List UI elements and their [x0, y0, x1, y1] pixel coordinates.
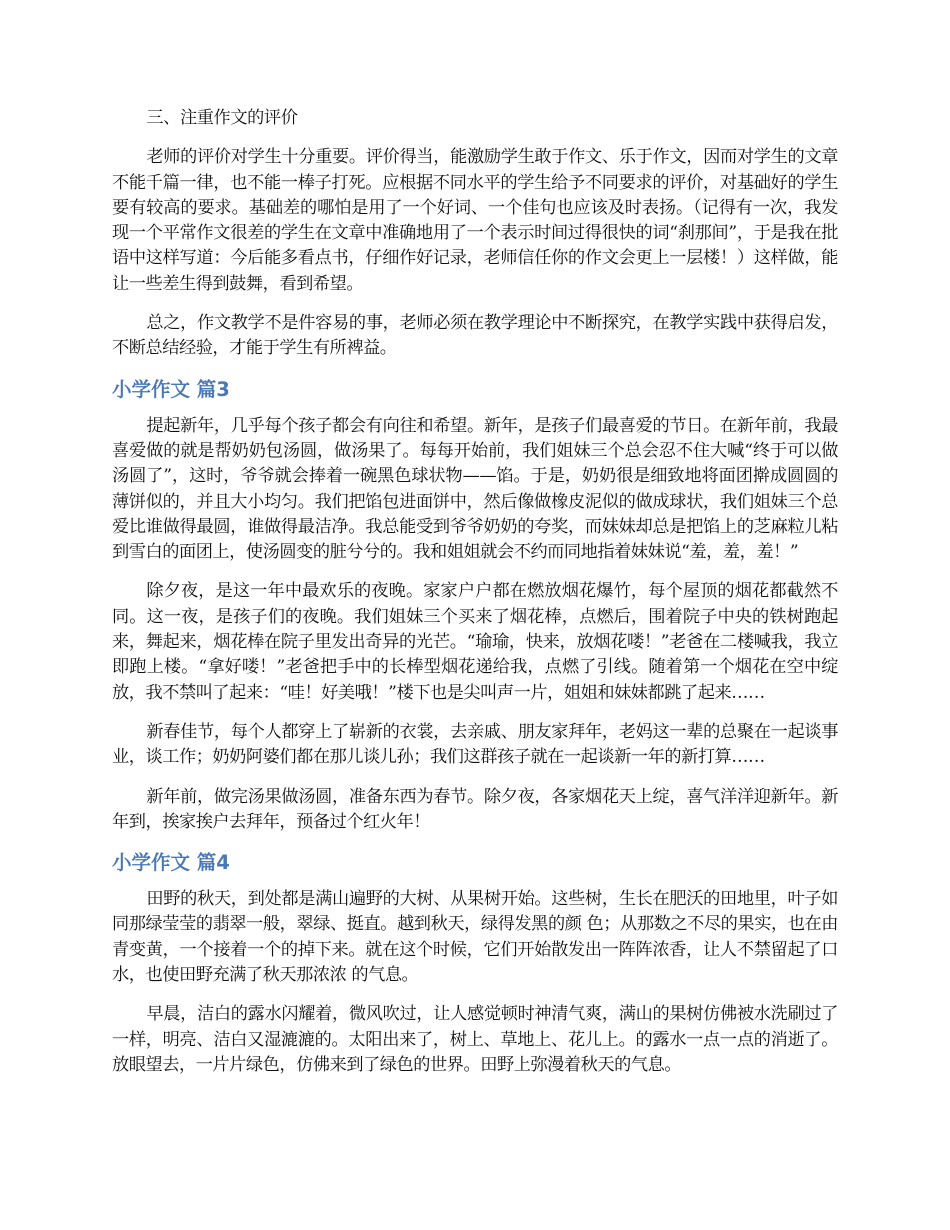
document-page	[112, 106, 838, 1092]
paragraph: 早晨，洁白的露水闪耀着，微风吹过，让人感觉顿时神清气爽，满山的果树仿佛被水洗刷过了一样，明亮、洁白又湿漉漉的。太阳出来了，树上、草地上、花儿上。的露水一点一点的消逝了。放眼望去，一片片绿色，仿佛来到了绿色的世界。田野上弥漫着秋天的气息。	[112, 1004, 838, 1075]
paragraph: 新年前，做完汤果做汤圆，准备东西为春节。除夕夜，各家烟花天上绽，喜气洋洋迎新年。新年到，挨家挨户去拜年，预备过个红火年！	[112, 786, 838, 832]
paragraph: 老师的评价对学生十分重要。评价得当，能激励学生敢于作文、乐于作文，因而对学生的文章不能千篇一律，也不能一棒子打死。应根据不同水平的学生给予不同要求的评价，对基础好的学生要有较高的要求。基础差的哪怕是用了一个好词、一个佳句也应该及时表扬。（记得有一次，我发现一个平常作文很差的学生在文章中准确地用了一个表示时间过得很快的词“刹那间”，于是我在批语中这样写道：今后能多看点书，仔细作好记录，老师信任你的作文会更上一层楼！）这样做，能让一些差生得到鼓舞，看到希望。	[112, 147, 838, 294]
paragraph: 田野的秋天，到处都是满山遍野的大树、从果树开始。这些树，生长在肥沃的田地里，叶子如同那绿莹莹的翡翠一般，翠绿、挺直。越到秋天，绿得发黑的颜 色；从那数之不尽的果实，也在由青变黄，一个接着一个的掉下来。就在这个时候，它们开始散发出一阵阵浓香，让人不禁留起了口水，也使田野充满了秋天那浓浓 的气息。	[112, 889, 838, 986]
essay-heading-3: 小学作文 篇3	[112, 377, 230, 401]
essay-heading-4: 小学作文 篇4	[112, 851, 230, 875]
paragraph: 提起新年，几乎每个孩子都会有向往和希望。新年，是孩子们最喜爱的节日。在新年前，我最喜爱做的就是帮奶奶包汤圆，做汤果了。每每开始前，我们姐妹三个总会忍不住大喊“终于可以做汤圆了”，这时，爷爷就会捧着一碗黑色球状物——馅。于是，奶奶很是细致地将面团擀成圆圆的薄饼似的，并且大小均匀。我们把馅包进面饼中，然后像做橡皮泥似的做成球状，我们姐妹三个总爱比谁做得最圆，谁做得最洁净。我总能受到爷爷奶奶的夸奖，而妹妹却总是把馅上的芝麻粒儿粘到雪白的面团上，使汤圆变的脏兮兮的。我和姐姐就会不约而同地指着妹妹说“羞，羞，羞！”	[112, 415, 838, 563]
section-subheading: 三、注重作文的评价	[146, 108, 298, 128]
paragraph: 除夕夜，是这一年中最欢乐的夜晚。家家户户都在燃放烟花爆竹，每个屋顶的烟花都截然不同。这一夜，是孩子们的夜晚。我们姐妹三个买来了烟花棒，点燃后，围着院子中央的铁树跑起来，舞起来，烟花棒在院子里发出奇异的光芒。“瑜瑜，快来，放烟花喽！”老爸在二楼喊我，我立即跑上楼。“拿好喽！”老爸把手中的长棒型烟花递给我，点燃了引线。随着第一个烟花在空中绽放，我不禁叫了起来：“哇！好美哦！”楼下也是尖叫声一片，姐姐和妹妹都跳了起来……	[112, 581, 838, 703]
paragraph: 新春佳节，每个人都穿上了崭新的衣裳，去亲戚、朋友家拜年，老妈这一辈的总聚在一起谈事业，谈工作；奶奶阿婆们都在那儿谈儿孙；我们这群孩子就在一起谈新一年的新打算……	[112, 721, 838, 768]
paragraph: 总之，作文教学不是件容易的事，老师必须在教学理论中不断探究，在教学实践中获得启发，不断总结经验，才能于学生有所裨益。	[112, 313, 838, 359]
